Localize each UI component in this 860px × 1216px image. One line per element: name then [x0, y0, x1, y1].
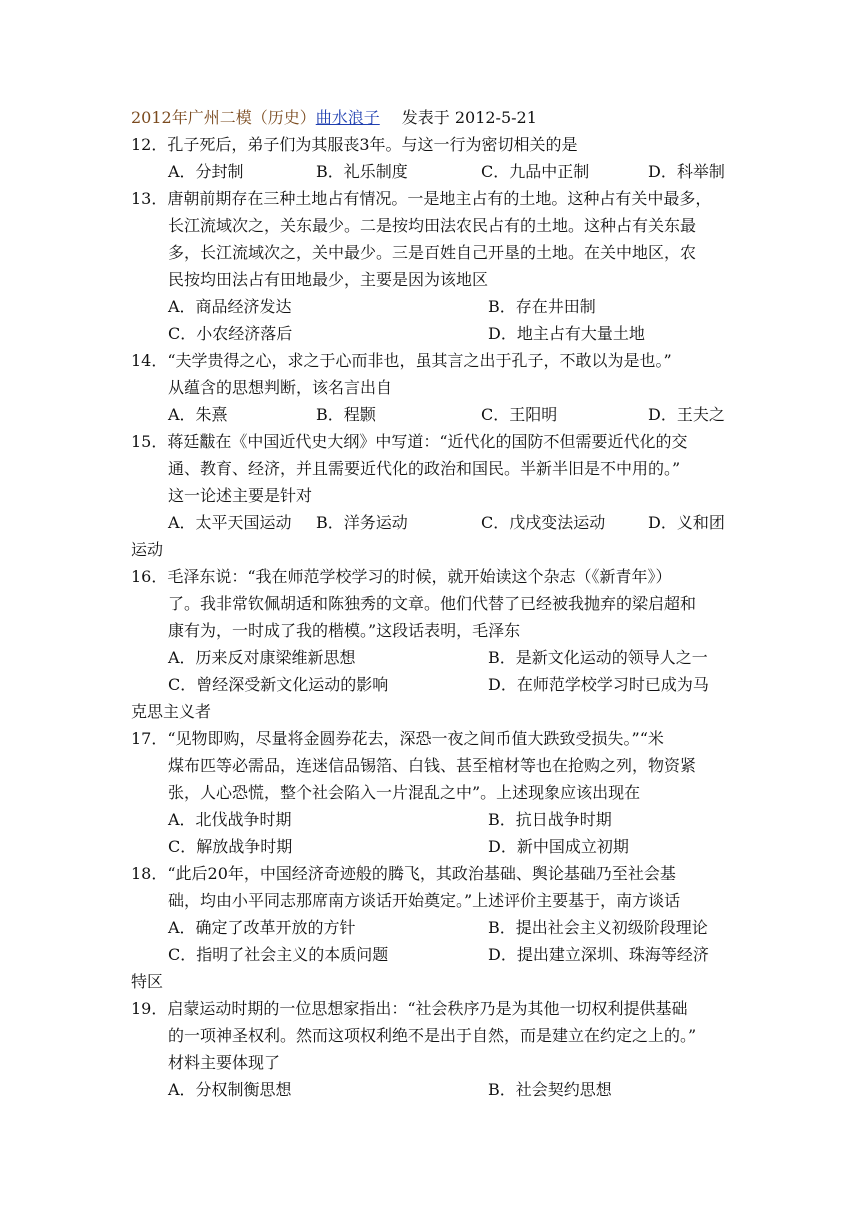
question-16-stem-cont: 康有为，一时成了我的楷模。”这段话表明，毛泽东 [168, 621, 521, 640]
question-18-stem: 18．“此后20年，中国经济奇迹般的腾飞，其政治基础、舆论基础乃至社会基 [131, 864, 676, 883]
question-17-stem-cont: 张，人心恐慌，整个社会陷入一片混乱之中”。上述现象应该出现在 [168, 783, 641, 802]
option-a: A．朱熹 [168, 405, 228, 424]
question-13-stem-cont: 长江流域次之，关东最少。二是按均田法农民占有的土地。这种占有关东最 [168, 216, 697, 235]
question-19-options [131, 1076, 731, 1103]
question-13-stem-cont: 多，长江流域次之，关中最少。三是百姓自己开垦的土地。在关中地区，农 [168, 243, 697, 262]
option-b: B．提出社会主义初级阶段理论 [488, 918, 708, 937]
question-17-options-row2 [131, 833, 731, 860]
option-a: A．太平天国运动 [168, 513, 292, 532]
option-c: C．王阳明 [481, 405, 558, 424]
question-16-options-row1 [131, 644, 731, 671]
question-14-stem: 14．“夫学贵得之心，求之于心而非也，虽其言之出于孔子，不敢以为是也。” [131, 351, 672, 370]
question-16-stem: 16．毛泽东说：“我在师范学校学习的时候，就开始读这个杂志（《新青年》） [131, 567, 672, 586]
option-a: A．历来反对康梁维新思想 [168, 648, 356, 667]
option-d: D．地主占有大量土地 [488, 324, 645, 343]
option-a: A．确定了改革开放的方针 [168, 918, 356, 937]
option-a: A．分封制 [168, 162, 244, 181]
option-d: D．王夫之 [648, 405, 725, 424]
option-c: C．戊戌变法运动 [481, 513, 606, 532]
question-18-options-row1 [131, 914, 731, 941]
question-12-options [131, 158, 731, 185]
question-17-options-row1 [131, 806, 731, 833]
option-a: A．北伐战争时期 [168, 810, 292, 829]
option-b: B．礼乐制度 [316, 162, 408, 181]
option-d: D．科举制 [648, 162, 725, 181]
question-14-stem-cont: 从蕴含的思想判断，该名言出自 [168, 378, 393, 397]
option-d: D．义和团 [648, 513, 725, 532]
question-15-option-wrap: 运动 [131, 540, 164, 559]
question-18-stem-cont: 础，均由小平同志那席南方谈话开始奠定。”上述评价主要基于，南方谈话 [168, 891, 681, 910]
question-19-stem-cont: 材料主要体现了 [168, 1053, 281, 1072]
question-15-stem: 15．蒋廷黻在《中国近代史大纲》中写道：“近代化的国防不但需要近代化的交 [131, 432, 688, 451]
option-b: B．是新文化运动的领导人之一 [488, 648, 708, 667]
option-b: B．社会契约思想 [488, 1080, 612, 1099]
question-13-stem: 13．唐朝前期存在三种土地占有情况。一是地主占有的土地。这种占有关中最多， [131, 189, 712, 208]
document-body [131, 104, 731, 1103]
question-13-stem-cont: 民按均田法占有田地最少，主要是因为该地区 [168, 270, 489, 289]
post-date: 发表于 2012-5-21 [401, 108, 537, 127]
question-17-stem-cont: 煤布匹等必需品，连迷信品锡箔、白钱、甚至棺材等也在抢购之列，物资紧 [168, 756, 697, 775]
option-b: B．存在井田制 [488, 297, 596, 316]
document-header [131, 104, 731, 131]
question-14-options [131, 401, 731, 428]
question-17-stem: 17．“见物即购，尽量将金圆券花去，深恐一夜之间币值大跌致受损失。”“米 [131, 729, 664, 748]
question-18-options-row2 [131, 941, 731, 968]
option-d: D．提出建立深圳、珠海等经济 [488, 945, 709, 964]
document-title: 2012年广州二模（历史） [131, 108, 316, 127]
question-16-option-wrap: 克思主义者 [131, 702, 212, 721]
question-15-options [131, 509, 731, 536]
question-13-options-row2 [131, 320, 731, 347]
option-b: B．程颢 [316, 405, 376, 424]
question-19-stem-cont: 的一项神圣权利。然而这项权利绝不是出于自然，而是建立在约定之上的。” [168, 1026, 697, 1045]
question-15-stem-cont: 通、教育、经济，并且需要近代化的政治和国民。半新半旧是不中用的。” [168, 459, 681, 478]
option-a: A．分权制衡思想 [168, 1080, 292, 1099]
option-c: C．九品中正制 [481, 162, 590, 181]
question-15-stem-cont: 这一论述主要是针对 [168, 486, 313, 505]
option-c: C．解放战争时期 [168, 837, 293, 856]
option-d: D．新中国成立初期 [488, 837, 629, 856]
question-16-options-row2 [131, 671, 731, 698]
question-18-option-wrap: 特区 [131, 972, 164, 991]
question-16-stem-cont: 了。我非常钦佩胡适和陈独秀的文章。他们代替了已经被我抛弃的梁启超和 [168, 594, 697, 613]
option-b: B．抗日战争时期 [488, 810, 612, 829]
question-19-stem: 19．启蒙运动时期的一位思想家指出：“社会秩序乃是为其他一切权利提供基础 [131, 999, 688, 1018]
option-c: C．曾经深受新文化运动的影响 [168, 675, 389, 694]
option-b: B．洋务运动 [316, 513, 408, 532]
option-a: A．商品经济发达 [168, 297, 292, 316]
option-c: C．指明了社会主义的本质问题 [168, 945, 389, 964]
question-12-stem: 12．孔子死后，弟子们为其服丧3年。与这一行为密切相关的是 [131, 135, 578, 154]
question-13-options-row1 [131, 293, 731, 320]
option-d: D．在师范学校学习时已成为马 [488, 675, 709, 694]
author-link[interactable]: 曲水浪子 [315, 108, 380, 127]
option-c: C．小农经济落后 [168, 324, 293, 343]
